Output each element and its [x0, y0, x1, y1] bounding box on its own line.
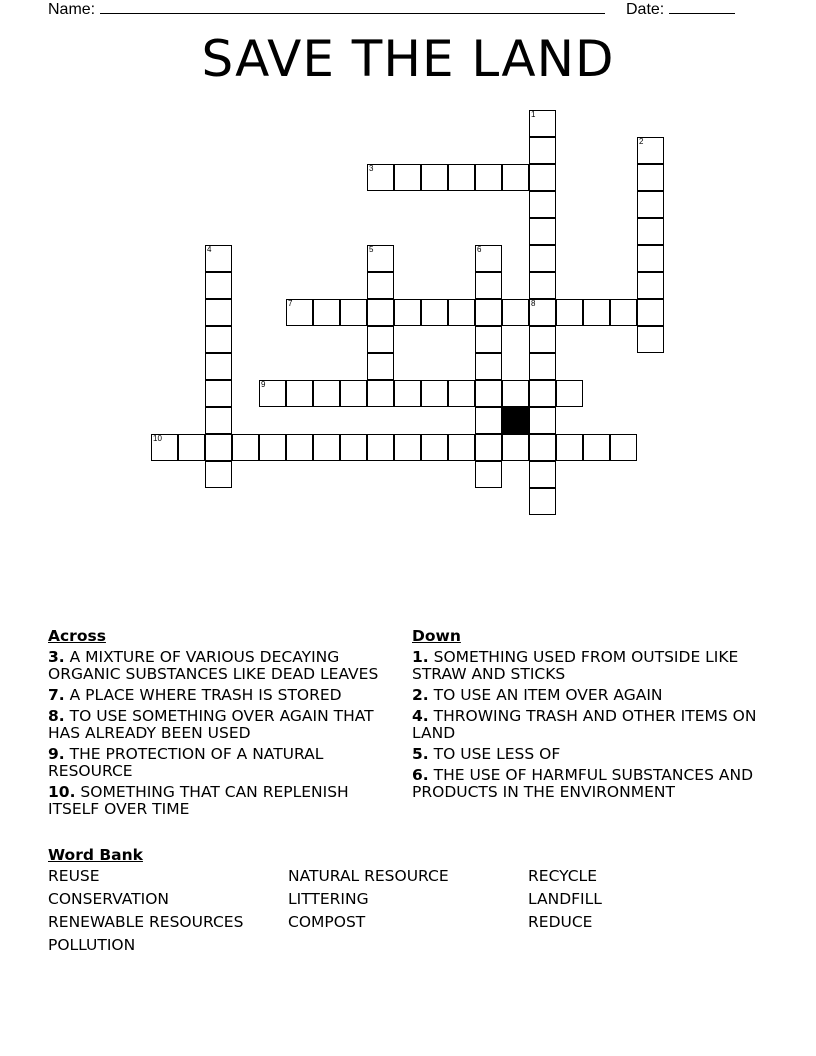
- word-bank-item: REDUCE: [528, 913, 593, 931]
- crossword-cell[interactable]: [259, 434, 286, 461]
- clue-number: 3: [369, 164, 374, 173]
- crossword-cell[interactable]: [556, 299, 583, 326]
- crossword-cell[interactable]: [475, 272, 502, 299]
- crossword-cell[interactable]: [637, 272, 664, 299]
- crossword-cell[interactable]: [367, 245, 394, 272]
- clue-across-3: 3. A MIXTURE OF VARIOUS DECAYING ORGANIC SUBSTANCES LIKE DEAD LEAVES: [48, 648, 379, 683]
- clue-across-10: 10. SOMETHING THAT CAN REPLENISH ITSELF OVER TIME: [48, 783, 349, 818]
- crossword-cell[interactable]: [178, 434, 205, 461]
- crossword-cell[interactable]: [529, 488, 556, 515]
- crossword-cell[interactable]: [637, 164, 664, 191]
- across-heading: Across: [48, 627, 106, 645]
- clue-down-2: 2. TO USE AN ITEM OVER AGAIN: [412, 686, 663, 704]
- crossword-cell[interactable]: [502, 434, 529, 461]
- crossword-cell[interactable]: [205, 299, 232, 326]
- crossword-cell[interactable]: [232, 434, 259, 461]
- clue-down-6: 6. THE USE OF HARMFUL SUBSTANCES AND PRODUCTS IN THE ENVIRONMENT: [412, 766, 754, 801]
- crossword-cell[interactable]: [205, 245, 232, 272]
- crossword-cell[interactable]: [475, 434, 502, 461]
- crossword-cell[interactable]: [394, 164, 421, 191]
- crossword-cell[interactable]: [529, 191, 556, 218]
- crossword-cell[interactable]: [502, 164, 529, 191]
- across-clues: [48, 628, 398, 822]
- word-bank-item: REUSE: [48, 867, 100, 885]
- word-bank-item: LANDFILL: [528, 890, 602, 908]
- crossword-cell[interactable]: [475, 461, 502, 488]
- crossword-cell[interactable]: [475, 407, 502, 434]
- crossword-cell[interactable]: [421, 434, 448, 461]
- crossword-cell[interactable]: [610, 434, 637, 461]
- crossword-cell[interactable]: [340, 299, 367, 326]
- clue-number: 10: [153, 434, 162, 443]
- down-clues: [412, 628, 757, 805]
- crossword-cell[interactable]: [367, 380, 394, 407]
- crossword-cell[interactable]: [529, 245, 556, 272]
- word-bank-item: NATURAL RESOURCE: [288, 867, 449, 885]
- down-heading: Down: [412, 627, 461, 645]
- word-bank: [48, 846, 748, 954]
- crossword-cell[interactable]: [448, 434, 475, 461]
- crossword-cell[interactable]: [529, 434, 556, 461]
- clue-number: 9: [261, 380, 266, 389]
- crossword-block: [502, 407, 529, 434]
- crossword-cell[interactable]: [475, 299, 502, 326]
- crossword-cell[interactable]: [367, 299, 394, 326]
- clue-number: 8: [531, 299, 536, 308]
- crossword-cell[interactable]: [205, 380, 232, 407]
- crossword-cell[interactable]: [637, 191, 664, 218]
- crossword-cell[interactable]: [367, 164, 394, 191]
- clue-number: 4: [207, 245, 212, 254]
- crossword-cell[interactable]: [421, 299, 448, 326]
- crossword-cell[interactable]: [205, 461, 232, 488]
- word-bank-item: POLLUTION: [48, 936, 136, 954]
- crossword-cell[interactable]: [475, 164, 502, 191]
- crossword-cell[interactable]: [556, 434, 583, 461]
- crossword-cell[interactable]: [448, 164, 475, 191]
- crossword-cell[interactable]: [502, 380, 529, 407]
- word-bank-item: LITTERING: [288, 890, 369, 908]
- crossword-cell[interactable]: [529, 353, 556, 380]
- clue-number: 2: [639, 137, 644, 146]
- crossword-cell[interactable]: [313, 434, 340, 461]
- crossword-cell[interactable]: [448, 299, 475, 326]
- crossword-cell[interactable]: [205, 434, 232, 461]
- crossword-cell[interactable]: [367, 353, 394, 380]
- crossword-cell[interactable]: [421, 380, 448, 407]
- crossword-cell[interactable]: [367, 326, 394, 353]
- crossword-cell[interactable]: [286, 380, 313, 407]
- crossword-cell[interactable]: [529, 272, 556, 299]
- crossword-cell[interactable]: [529, 164, 556, 191]
- date-label: Date:: [626, 1, 665, 18]
- crossword-cell[interactable]: [583, 434, 610, 461]
- word-bank-item: RENEWABLE RESOURCES: [48, 913, 244, 931]
- crossword-cell[interactable]: [394, 380, 421, 407]
- crossword-cell[interactable]: [610, 299, 637, 326]
- word-bank-item: COMPOST: [288, 913, 366, 931]
- crossword-cell[interactable]: [313, 380, 340, 407]
- clue-number: 1: [531, 110, 536, 119]
- crossword-cell[interactable]: [340, 434, 367, 461]
- crossword-cell[interactable]: [529, 380, 556, 407]
- crossword-cell[interactable]: [529, 461, 556, 488]
- crossword-cell[interactable]: [205, 326, 232, 353]
- word-bank-item: CONSERVATION: [48, 890, 170, 908]
- clue-down-4: 4. THROWING TRASH AND OTHER ITEMS ON LAND: [412, 707, 757, 742]
- crossword-cell[interactable]: [340, 380, 367, 407]
- crossword-cell[interactable]: [637, 218, 664, 245]
- clue-down-1: 1. SOMETHING USED FROM OUTSIDE LIKE STRAW AND STICKS: [412, 648, 739, 683]
- crossword-cell[interactable]: [367, 434, 394, 461]
- crossword-cell[interactable]: [529, 299, 556, 326]
- crossword-cell[interactable]: [637, 326, 664, 353]
- crossword-cell[interactable]: [259, 380, 286, 407]
- clue-across-8: 8. TO USE SOMETHING OVER AGAIN THAT HAS ALREADY BEEN USED: [48, 707, 374, 742]
- crossword-cell[interactable]: [448, 380, 475, 407]
- crossword-cell[interactable]: [583, 299, 610, 326]
- clue-across-9: 9. THE PROTECTION OF A NATURAL RESOURCE: [48, 745, 324, 780]
- crossword-cell[interactable]: [637, 137, 664, 164]
- crossword-cell[interactable]: [394, 299, 421, 326]
- clue-number: 7: [288, 299, 293, 308]
- crossword-cell[interactable]: [529, 218, 556, 245]
- crossword-cell[interactable]: [394, 434, 421, 461]
- clue-number: 6: [477, 245, 482, 254]
- word-bank-list: [48, 867, 748, 954]
- crossword-cell[interactable]: [529, 326, 556, 353]
- crossword-cell[interactable]: [475, 326, 502, 353]
- crossword-cell[interactable]: [529, 407, 556, 434]
- name-label: Name:: [48, 1, 96, 18]
- crossword-cell[interactable]: [637, 245, 664, 272]
- crossword-cell[interactable]: [475, 245, 502, 272]
- crossword-cell[interactable]: [286, 434, 313, 461]
- crossword-cell[interactable]: [313, 299, 340, 326]
- page-title: SAVE THE LAND: [201, 30, 615, 88]
- crossword-cell[interactable]: [367, 272, 394, 299]
- crossword-cell[interactable]: [421, 164, 448, 191]
- crossword-cell[interactable]: [556, 380, 583, 407]
- crossword-cell[interactable]: [475, 380, 502, 407]
- clue-down-5: 5. TO USE LESS OF: [412, 745, 561, 763]
- crossword-cell[interactable]: [529, 137, 556, 164]
- crossword-cell[interactable]: [205, 353, 232, 380]
- crossword-cell[interactable]: [502, 299, 529, 326]
- crossword-cell[interactable]: [151, 434, 178, 461]
- clue-across-7: 7. A PLACE WHERE TRASH IS STORED: [48, 686, 342, 704]
- crossword-cell[interactable]: [205, 407, 232, 434]
- crossword-cell[interactable]: [286, 299, 313, 326]
- clue-number: 5: [369, 245, 374, 254]
- word-bank-item: RECYCLE: [528, 867, 597, 885]
- crossword-cell[interactable]: [637, 299, 664, 326]
- word-bank-heading: Word Bank: [48, 846, 143, 864]
- crossword-cell[interactable]: [475, 353, 502, 380]
- crossword-cell[interactable]: [529, 110, 556, 137]
- crossword-cell[interactable]: [205, 272, 232, 299]
